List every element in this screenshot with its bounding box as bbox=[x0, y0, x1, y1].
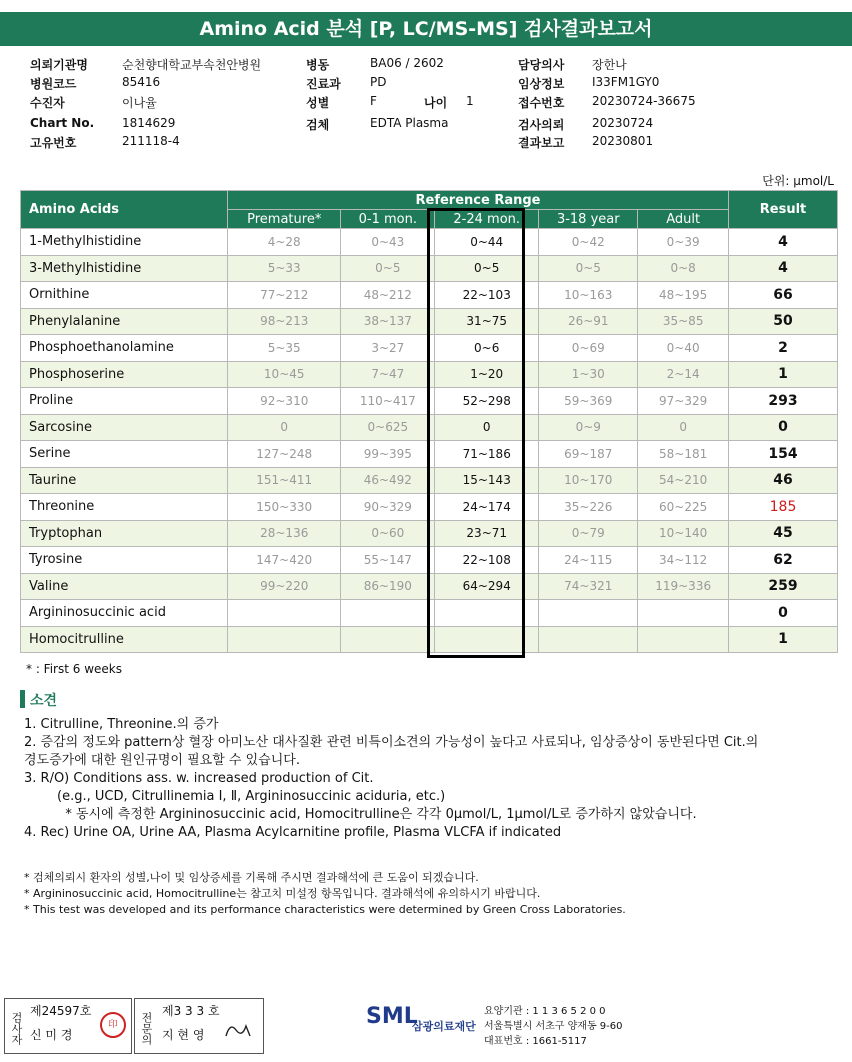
info-col1-value: 85416 bbox=[122, 75, 161, 89]
ref-value: 48~195 bbox=[638, 282, 729, 309]
unit-label: 단위: μmol/L bbox=[762, 174, 834, 188]
note-line: * Argininosuccinic acid, Homocitrulline는 참고치 미설정 항목입니다. 결과해석에 유의하시기 바랍니다. bbox=[24, 887, 541, 900]
specialist-label: 전문의 bbox=[140, 1011, 153, 1045]
ref-value: 35~85 bbox=[638, 308, 729, 335]
table-row bbox=[21, 229, 838, 256]
opinion-list bbox=[24, 716, 824, 842]
ref-value: 52~298 bbox=[435, 388, 539, 415]
result-value: 46 bbox=[729, 467, 838, 494]
info-col3-label: 임상정보 bbox=[518, 77, 565, 91]
ref-value: 1~20 bbox=[435, 361, 539, 388]
ref-value: 28~136 bbox=[228, 520, 341, 547]
ref-value: 69~187 bbox=[539, 441, 638, 468]
result-value: 2 bbox=[729, 335, 838, 362]
ref-value bbox=[638, 626, 729, 653]
ref-value: 86~190 bbox=[341, 573, 435, 600]
result-value: 66 bbox=[729, 282, 838, 309]
ref-value: 24~115 bbox=[539, 547, 638, 574]
ref-value: 59~369 bbox=[539, 388, 638, 415]
opinion-line: * 동시에 측정한 Argininosuccinic acid, Homocitrulline은 각각 0μmol/L, 1μmol/L로 증가하지 않았습니다. bbox=[24, 807, 697, 822]
ref-value: 0~44 bbox=[435, 229, 539, 256]
ref-value: 22~103 bbox=[435, 282, 539, 309]
result-value: 4 bbox=[729, 255, 838, 282]
tester-number: 제24597호 bbox=[30, 1004, 92, 1018]
col-amino-acids: Amino Acids bbox=[21, 191, 228, 229]
info-col1-label: Chart No. bbox=[30, 116, 95, 130]
table-row bbox=[21, 335, 838, 362]
amino-acid-name: Serine bbox=[21, 441, 228, 468]
table-row bbox=[21, 282, 838, 309]
info-col2-label: 성별 bbox=[306, 96, 330, 110]
institution-code: 요양기관 : 1 1 3 6 5 2 0 0 bbox=[484, 1006, 606, 1017]
ref-value: 0~79 bbox=[539, 520, 638, 547]
table-row bbox=[21, 494, 838, 521]
ref-value: 46~492 bbox=[341, 467, 435, 494]
result-value: 293 bbox=[729, 388, 838, 415]
opinion-line: 1. Citrulline, Threonine.의 증가 bbox=[24, 717, 219, 732]
info-col1-label: 수진자 bbox=[30, 96, 65, 110]
amino-acid-name: Taurine bbox=[21, 467, 228, 494]
ref-value: 48~212 bbox=[341, 282, 435, 309]
result-value: 0 bbox=[729, 600, 838, 627]
ref-value: 0~69 bbox=[539, 335, 638, 362]
ref-value: 0~42 bbox=[539, 229, 638, 256]
info-col1-label: 고유번호 bbox=[30, 136, 77, 150]
amino-acid-name: Homocitrulline bbox=[21, 626, 228, 653]
specialist-number: 제3 3 3 호 bbox=[162, 1004, 220, 1018]
ref-value: 98~213 bbox=[228, 308, 341, 335]
ref-value: 10~163 bbox=[539, 282, 638, 309]
ref-value: 10~45 bbox=[228, 361, 341, 388]
sml-logo: SML bbox=[366, 1004, 418, 1029]
note-line: * 검체의뢰시 환자의 성별,나이 및 임상증세를 기록해 주시면 결과해석에 큰 도움이 되겠습니다. bbox=[24, 871, 479, 884]
ref-value: 99~220 bbox=[228, 573, 341, 600]
table-row bbox=[21, 308, 838, 335]
ref-value bbox=[539, 626, 638, 653]
result-value: 154 bbox=[729, 441, 838, 468]
result-value: 259 bbox=[729, 573, 838, 600]
amino-acid-name: Phenylalanine bbox=[21, 308, 228, 335]
table-row bbox=[21, 520, 838, 547]
result-value: 185 bbox=[729, 494, 838, 521]
info-col1-value: 이나율 bbox=[122, 96, 157, 110]
info-col2-value: F bbox=[370, 94, 377, 108]
info-col3-value: I33FM1GY0 bbox=[592, 75, 660, 89]
ref-value: 0~60 bbox=[341, 520, 435, 547]
result-value: 45 bbox=[729, 520, 838, 547]
ref-value: 92~310 bbox=[228, 388, 341, 415]
ref-value: 0 bbox=[228, 414, 341, 441]
notes bbox=[24, 870, 626, 918]
ref-value bbox=[341, 626, 435, 653]
ref-value: 54~210 bbox=[638, 467, 729, 494]
ref-value bbox=[435, 626, 539, 653]
ref-value: 4~28 bbox=[228, 229, 341, 256]
ref-value bbox=[228, 600, 341, 627]
ref-value: 110~417 bbox=[341, 388, 435, 415]
result-value: 0 bbox=[729, 414, 838, 441]
ref-col-0: Premature* bbox=[228, 210, 341, 229]
amino-acid-name: Valine bbox=[21, 573, 228, 600]
info-col3-value: 20230801 bbox=[592, 134, 654, 148]
ref-value: 38~137 bbox=[341, 308, 435, 335]
report-title: Amino Acid 분석 [P, LC/MS-MS] 검사결과보고서 bbox=[0, 12, 852, 46]
opinion-line: (e.g., UCD, Citrullinemia Ⅰ, Ⅱ, Argininosuccinic aciduria, etc.) bbox=[24, 789, 446, 804]
opinion-title bbox=[20, 690, 57, 710]
signature-icon bbox=[224, 1020, 254, 1040]
note-line: * This test was developed and its performance characteristics were determined by Green Cross Laboratories. bbox=[24, 903, 626, 916]
ref-col-3: 3-18 year bbox=[539, 210, 638, 229]
ref-value: 26~91 bbox=[539, 308, 638, 335]
ref-value: 0~6 bbox=[435, 335, 539, 362]
ref-col-4: Adult bbox=[638, 210, 729, 229]
amino-acid-name: Tyrosine bbox=[21, 547, 228, 574]
ref-value: 151~411 bbox=[228, 467, 341, 494]
ref-value: 0~8 bbox=[638, 255, 729, 282]
opinion-line: 4. Rec) Urine OA, Urine AA, Plasma Acylcarnitine profile, Plasma VLCFA if indicated bbox=[24, 825, 562, 840]
opinion-title-text: 소견 bbox=[30, 693, 58, 709]
ref-value: 2~14 bbox=[638, 361, 729, 388]
ref-value: 15~143 bbox=[435, 467, 539, 494]
amino-acid-name: Argininosuccinic acid bbox=[21, 600, 228, 627]
institution-phone: 대표번호 : 1661-5117 bbox=[484, 1036, 587, 1047]
ref-value: 147~420 bbox=[228, 547, 341, 574]
amino-acid-name: Proline bbox=[21, 388, 228, 415]
ref-value: 31~75 bbox=[435, 308, 539, 335]
ref-value: 10~140 bbox=[638, 520, 729, 547]
table-row bbox=[21, 388, 838, 415]
amino-acid-name: 3-Methylhistidine bbox=[21, 255, 228, 282]
amino-acid-name: Threonine bbox=[21, 494, 228, 521]
ref-value: 77~212 bbox=[228, 282, 341, 309]
info-col3-label: 검사의뢰 bbox=[518, 118, 565, 132]
ref-value: 5~35 bbox=[228, 335, 341, 362]
info-col3-label: 접수번호 bbox=[518, 96, 565, 110]
info-col2-label: 검체 bbox=[306, 118, 330, 132]
ref-value: 71~186 bbox=[435, 441, 539, 468]
ref-value: 34~112 bbox=[638, 547, 729, 574]
ref-value bbox=[341, 600, 435, 627]
ref-value bbox=[435, 600, 539, 627]
ref-value: 55~147 bbox=[341, 547, 435, 574]
ref-value: 0~625 bbox=[341, 414, 435, 441]
ref-value: 119~336 bbox=[638, 573, 729, 600]
ref-value: 64~294 bbox=[435, 573, 539, 600]
info-col1-value: 순천향대학교부속천안병원 bbox=[122, 58, 262, 72]
institution-address: 서울특별시 서초구 양재동 9-60 bbox=[484, 1021, 623, 1032]
ref-value bbox=[638, 600, 729, 627]
info-col3-label: 결과보고 bbox=[518, 136, 565, 150]
ref-col-2: 2-24 mon. bbox=[435, 210, 539, 229]
ref-value: 74~321 bbox=[539, 573, 638, 600]
table-row bbox=[21, 414, 838, 441]
ref-value: 58~181 bbox=[638, 441, 729, 468]
ref-value: 0~5 bbox=[341, 255, 435, 282]
ref-value: 90~329 bbox=[341, 494, 435, 521]
info-col1-value: 1814629 bbox=[122, 116, 176, 130]
footnote: * : First 6 weeks bbox=[26, 662, 122, 676]
result-value: 62 bbox=[729, 547, 838, 574]
ref-value: 7~47 bbox=[341, 361, 435, 388]
ref-value: 22~108 bbox=[435, 547, 539, 574]
ref-value: 35~226 bbox=[539, 494, 638, 521]
ref-value: 0~5 bbox=[435, 255, 539, 282]
ref-value: 1~30 bbox=[539, 361, 638, 388]
table-row bbox=[21, 361, 838, 388]
amino-acid-name: Phosphoserine bbox=[21, 361, 228, 388]
institution-info bbox=[484, 1004, 623, 1049]
info-col1-label: 의뢰기관명 bbox=[30, 58, 88, 72]
opinion-line: 경도증가에 대한 원인규명이 필요할 수 있습니다. bbox=[24, 753, 300, 768]
table-row bbox=[21, 600, 838, 627]
ref-value: 127~248 bbox=[228, 441, 341, 468]
ref-value: 0~43 bbox=[341, 229, 435, 256]
amino-acid-name: 1-Methylhistidine bbox=[21, 229, 228, 256]
info-col3-value: 20230724-36675 bbox=[592, 94, 696, 108]
ref-value: 23~71 bbox=[435, 520, 539, 547]
tester-name: 신 미 경 bbox=[30, 1028, 73, 1042]
table-row bbox=[21, 467, 838, 494]
table-row bbox=[21, 547, 838, 574]
ref-value: 0~9 bbox=[539, 414, 638, 441]
amino-acid-name: Ornithine bbox=[21, 282, 228, 309]
amino-acid-name: Sarcosine bbox=[21, 414, 228, 441]
result-value: 50 bbox=[729, 308, 838, 335]
ref-value: 60~225 bbox=[638, 494, 729, 521]
info-col3-label: 담당의사 bbox=[518, 58, 565, 72]
opinion-line: 2. 증감의 정도와 pattern상 혈장 아미노산 대사질환 관련 비특이소견의 가능성이 높다고 사료되나, 임상증상이 동반된다면 Cit.의 bbox=[24, 735, 759, 750]
info-col2-value: BA06 / 2602 bbox=[370, 56, 444, 70]
ref-value: 3~27 bbox=[341, 335, 435, 362]
table-row bbox=[21, 255, 838, 282]
amino-acid-name: Phosphoethanolamine bbox=[21, 335, 228, 362]
seal-stamp-icon: 印 bbox=[100, 1012, 126, 1038]
tester-label: 검사자 bbox=[10, 1011, 23, 1045]
specialist-name: 지 현 영 bbox=[162, 1028, 205, 1042]
ref-value: 5~33 bbox=[228, 255, 341, 282]
result-value: 1 bbox=[729, 626, 838, 653]
info-col2-label: 병동 bbox=[306, 58, 330, 72]
ref-value bbox=[539, 600, 638, 627]
ref-value: 99~395 bbox=[341, 441, 435, 468]
table-row bbox=[21, 626, 838, 653]
amino-acid-name: Tryptophan bbox=[21, 520, 228, 547]
ref-value: 0~39 bbox=[638, 229, 729, 256]
result-value: 4 bbox=[729, 229, 838, 256]
info-col1-label: 병원코드 bbox=[30, 77, 77, 91]
age-value: 1 bbox=[466, 94, 474, 108]
ref-value: 24~174 bbox=[435, 494, 539, 521]
ref-col-1: 0-1 mon. bbox=[341, 210, 435, 229]
ref-value: 0~40 bbox=[638, 335, 729, 362]
info-col2-value: PD bbox=[370, 75, 387, 89]
ref-value: 0 bbox=[435, 414, 539, 441]
ref-value: 97~329 bbox=[638, 388, 729, 415]
amino-acid-table bbox=[20, 190, 838, 653]
info-col3-value: 장한나 bbox=[592, 58, 627, 72]
ref-value bbox=[228, 626, 341, 653]
ref-value: 10~170 bbox=[539, 467, 638, 494]
ref-value: 0 bbox=[638, 414, 729, 441]
col-result: Result bbox=[729, 191, 838, 229]
info-col2-label: 진료과 bbox=[306, 77, 341, 91]
info-col2-value: EDTA Plasma bbox=[370, 116, 449, 130]
col-reference-range: Reference Range bbox=[228, 191, 729, 210]
institution-name: 삼광의료재단 bbox=[412, 1020, 476, 1033]
info-col3-value: 20230724 bbox=[592, 116, 654, 130]
ref-value: 150~330 bbox=[228, 494, 341, 521]
ref-value: 0~5 bbox=[539, 255, 638, 282]
result-value: 1 bbox=[729, 361, 838, 388]
info-col1-value: 211118-4 bbox=[122, 134, 180, 148]
opinion-line: 3. R/O) Conditions ass. w. increased production of Cit. bbox=[24, 771, 374, 786]
table-row bbox=[21, 573, 838, 600]
table-row bbox=[21, 441, 838, 468]
age-label: 나이 bbox=[424, 96, 448, 110]
